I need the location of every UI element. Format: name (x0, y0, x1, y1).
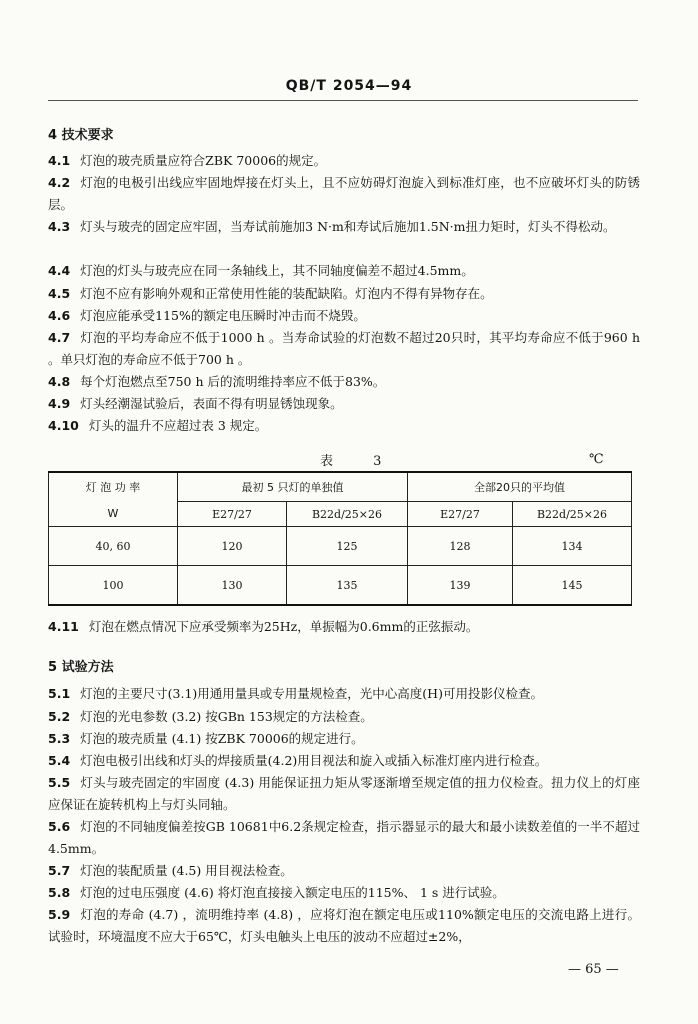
clause-4-5: 4.5 灯泡不应有影响外观和正常使用性能的装配缺陷。灯泡内不得有异物存在。 (48, 286, 493, 301)
clause-4-1: 4.1 灯泡的玻壳质量应符合ZBK 70006的规定。 (48, 153, 327, 168)
table-cell: 125 (287, 527, 408, 566)
table-cell: 135 (287, 566, 408, 606)
table-cell: 128 (408, 527, 513, 566)
section-4-heading: 4 技术要求 (48, 128, 114, 143)
subheader-cell: E27/27 (178, 502, 287, 527)
table-row (49, 566, 632, 606)
row-power: 100 (49, 566, 178, 606)
clause-4-4: 4.4 灯泡的灯头与玻壳应在同一条轴线上，其不同轴度偏差不超过4.5mm。 (48, 263, 474, 278)
clause-4-2: 4.2 灯泡的电极引出线应牢固地焊接在灯头上，且不应妨碍灯泡旋入到标准灯座，也不应破坏灯头的防锈层。 (48, 175, 640, 212)
group-header-all-20: 全部20只的平均值 (408, 472, 632, 502)
table-cell: 130 (178, 566, 287, 606)
col-power-unit: W (49, 502, 178, 527)
table-3-caption: 表 3 (320, 454, 400, 469)
table-3-unit: ℃ (589, 452, 604, 467)
table-cell: 134 (513, 527, 632, 566)
standard-code-header: QB/T 2054—94 (285, 78, 413, 94)
clause-4-11: 4.11 灯泡在燃点情况下应承受频率为25Hz，单振幅为0.6mm的正弦振动。 (48, 619, 479, 634)
clause-4-6: 4.6 灯泡应能承受115%的额定电压瞬时冲击而不烧毁。 (48, 308, 366, 323)
table-subheader-row (49, 502, 632, 527)
clause-4-8: 4.8 每个灯泡燃点至750 h 后的流明维持率应不低于83%。 (48, 374, 386, 389)
table-header-row (49, 472, 632, 502)
clause-5-6: 5.6 灯泡的不同轴度偏差按GB 10681中6.2条规定检查，指示器显示的最大和最小读数差值的一半不超过4.5mm。 (48, 819, 640, 856)
table-cell: 145 (513, 566, 632, 606)
clause-5-3: 5.3 灯泡的玻壳质量 (4.1) 按ZBK 70006的规定进行。 (48, 731, 364, 746)
clause-5-5: 5.5 灯头与玻壳固定的牢固度 (4.3) 用能保证扭力矩从零逐渐增至规定值的扭力仪检查。扭力仪上的灯座应保证在旋转机构上与灯头同轴。 (48, 775, 640, 812)
group-header-initial-5: 最初 5 只灯的单独值 (178, 472, 408, 502)
table-cell: 120 (178, 527, 287, 566)
clause-4-9: 4.9 灯头经潮湿试验后，表面不得有明显锈蚀现象。 (48, 396, 343, 411)
row-power: 40, 60 (49, 527, 178, 566)
table-3 (48, 471, 632, 606)
page-number: — 65 — (568, 962, 619, 977)
header-rule (48, 100, 638, 101)
clause-4-7: 4.7 灯泡的平均寿命应不低于1000 h 。当寿命试验的灯泡数不超过20只时，其平均寿命应不低于960 h 。单只灯泡的寿命应不低于700 h 。 (48, 330, 640, 367)
subheader-cell: E27/27 (408, 502, 513, 527)
table-cell: 139 (408, 566, 513, 606)
clause-5-7: 5.7 灯泡的装配质量 (4.5) 用目视法检查。 (48, 863, 293, 878)
clause-5-8: 5.8 灯泡的过电压强度 (4.6) 将灯泡直接接入额定电压的115%、 1 s 进行试验。 (48, 885, 505, 900)
table-row (49, 527, 632, 566)
clause-4-10: 4.10 灯头的温升不应超过表 3 规定。 (48, 418, 268, 433)
col-power-header: 灯 泡 功 率 (49, 472, 178, 502)
clause-5-2: 5.2 灯泡的光电参数 (3.2) 按GBn 153规定的方法检查。 (48, 709, 373, 724)
section-5-heading: 5 试验方法 (48, 660, 114, 675)
subheader-cell: B22d/25×26 (287, 502, 408, 527)
clause-5-1: 5.1 灯泡的主要尺寸(3.1)用通用量具或专用量规检查，光中心高度(H)可用投影仪检查。 (48, 686, 543, 701)
clause-5-4: 5.4 灯泡电极引出线和灯头的焊接质量(4.2)用目视法和旋入或插入标准灯座内进行检查。 (48, 753, 548, 768)
subheader-cell: B22d/25×26 (513, 502, 632, 527)
clause-4-3: 4.3 灯头与玻壳的固定应牢固，当寿试前施加3 N·m和寿试后施加1.5N·m扭力矩时，灯头不得松动。 (48, 219, 616, 234)
clause-5-9: 5.9 灯泡的寿命 (4.7) ，流明维持率 (4.8) ，应将灯泡在额定电压或110%额定电压的交流电路上进行。试验时，环境温度不应大于65℃，灯头电触头上电压的波动不应超过±2%， (48, 907, 640, 944)
